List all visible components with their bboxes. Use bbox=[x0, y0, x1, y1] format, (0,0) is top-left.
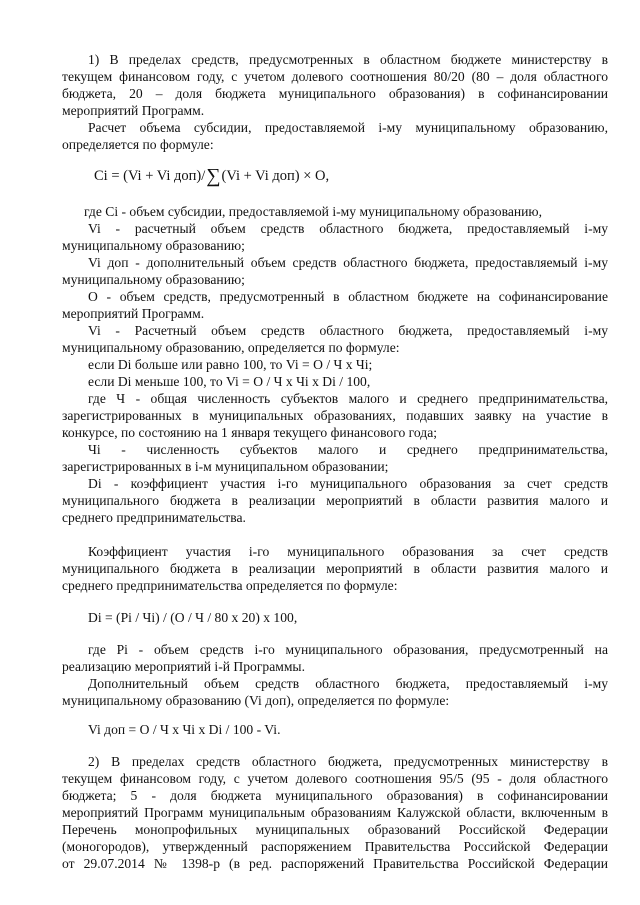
text-line: Дополнительный объем средств областного бюджета, предоставляемый i-му bbox=[88, 676, 608, 691]
text-line: реализацию мероприятий i-й Программы. bbox=[62, 659, 305, 674]
text-line: бюджета; 5 - доля бюджета муниципального образования) в софинансировании bbox=[62, 788, 608, 803]
text-line: где Ci - объем субсидии, предоставляемой i-му муниципальному образованию, bbox=[84, 204, 542, 219]
text-line: Расчет объема субсидии, предоставляемой i-му муниципальному образованию, bbox=[88, 120, 608, 135]
formula-ci bbox=[94, 165, 494, 187]
text-line: текущем финансовом году, с учетом долевого соотношения 95/5 (95 - доля областного bbox=[62, 771, 608, 786]
text-line: 2) В пределах средств областного бюджета, предусмотренных министерству в bbox=[88, 754, 608, 769]
text-line: если Di больше или равно 100, то Vi = О / Ч х Чi; bbox=[88, 357, 373, 372]
text-line: среднего предпринимательства определяется по формуле: bbox=[62, 578, 398, 593]
text-line: определяется по формуле: bbox=[62, 137, 214, 152]
text-line: если Di меньше 100, то Vi = О / Ч х Чi х Di / 100, bbox=[88, 374, 371, 389]
text-line: где Ч - общая численность субъектов малого и среднего предпринимательства, bbox=[88, 391, 608, 406]
text-line: бюджета, 20 – доля бюджета муниципального образования) в софинансировании bbox=[62, 86, 608, 101]
text-line: Vi доп - дополнительный объем средств областного бюджета, предоставляемый i-му bbox=[88, 255, 608, 270]
text-line: Чi - численность субъектов малого и среднего предпринимательства, bbox=[88, 442, 608, 457]
text-line: муниципальному образованию; bbox=[62, 272, 245, 287]
text-line: муниципального бюджета в реализации мероприятий в области развития малого и bbox=[62, 561, 608, 576]
text-line: мероприятий Программ муниципальным образованиям Калужской области, включенным в bbox=[62, 805, 608, 820]
text-line: зарегистрированных в i-м муниципальном образовании; bbox=[62, 459, 389, 474]
text-line: от 29.07.2014 № 1398-р (в ред. распоряжений Правительства Российской Федерации bbox=[62, 856, 608, 871]
text-line: Vi - Расчетный объем средств областного бюджета, предоставляемый i-му bbox=[88, 323, 608, 338]
text-line: муниципального бюджета в реализации мероприятий в области развития малого и bbox=[62, 493, 608, 508]
text-line: текущем финансовом году, с учетом долевого соотношения 80/20 (80 – доля областного bbox=[62, 69, 608, 84]
formula-di: Di = (Pi / Чi) / (О / Ч / 80 х 20) х 100, bbox=[88, 610, 298, 625]
text-line: Vi - расчетный объем средств областного бюджета, предоставляемый i-му bbox=[88, 221, 608, 236]
text-line: О - объем средств, предусмотренный в областном бюджете на софинансирование bbox=[88, 289, 608, 304]
text-line: мероприятий Программ. bbox=[62, 103, 205, 118]
text-line: среднего предпринимательства. bbox=[62, 510, 246, 525]
text-line: муниципальному образованию (Vi доп), определяется по формуле: bbox=[62, 693, 450, 708]
text-line: 1) В пределах средств, предусмотренных в областном бюджете министерству в bbox=[88, 52, 608, 67]
text-line: Коэффициент участия i-го муниципального образования за счет средств bbox=[88, 544, 608, 559]
text-line: где Pi - объем средств i-го муниципального образования, предусмотренный на bbox=[88, 642, 608, 657]
text-line: муниципальному образованию, определяется по формуле: bbox=[62, 340, 400, 355]
text-line: муниципальному образованию; bbox=[62, 238, 245, 253]
text-line: конкурсе, по состоянию на 1 января текущего финансового года; bbox=[62, 425, 438, 440]
text-line: мероприятий Программ. bbox=[62, 306, 205, 321]
formula-vi-dop: Vi доп = О / Ч х Чi х Di / 100 - Vi. bbox=[88, 722, 281, 737]
text-line: зарегистрированных в муниципальных образованиях, подавших заявку на участие в bbox=[62, 408, 608, 423]
text-line: (моногородов), утвержденный распоряжением Правительства Российской Федерации bbox=[62, 839, 608, 854]
formula-ci-right: (Vi + Vi доп) × О, bbox=[221, 168, 330, 184]
formula-ci-left: Ci = (Vi + Vi доп)/ bbox=[94, 168, 206, 184]
text-line: Di - коэффициент участия i-го муниципального образования за счет средств bbox=[88, 476, 608, 491]
sum-symbol: ∑ bbox=[206, 165, 221, 187]
text-line: Перечень монопрофильных муниципальных образований Российской Федерации bbox=[62, 822, 608, 837]
